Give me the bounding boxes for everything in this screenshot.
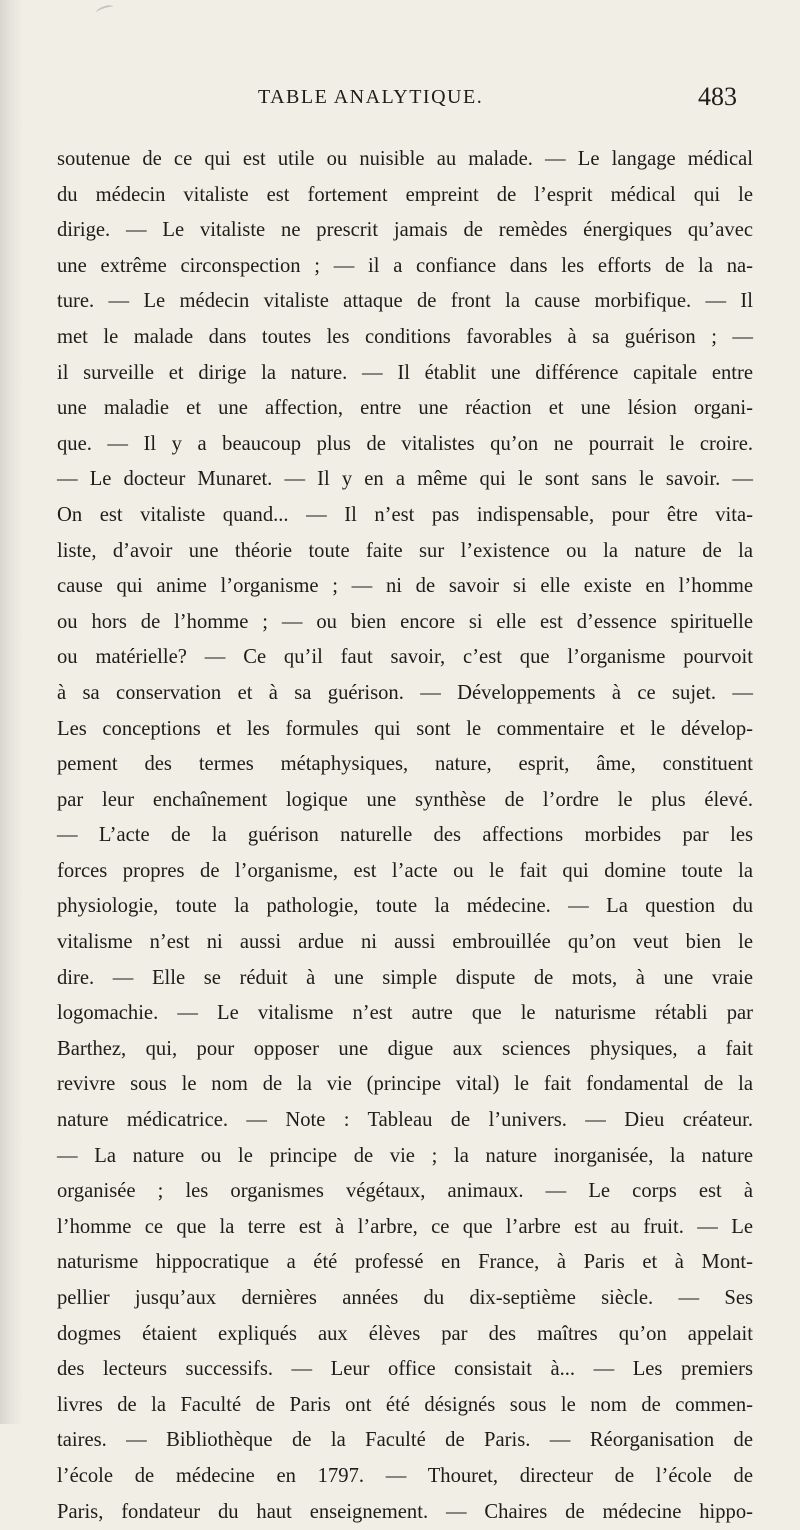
text-line: — Le docteur Munaret. — Il y en a même qui le sont sans le savoir. — (57, 468, 753, 491)
body-text (57, 142, 753, 1530)
text-line: par leur enchaînement logique une synthèse de l’ordre le plus élevé. (57, 788, 753, 811)
text-line: à sa conservation et à sa guérison. — Développements à ce sujet. — (57, 681, 753, 704)
text-line: il surveille et dirige la nature. — Il établit une différence capitale entre (57, 361, 753, 384)
text-line: physiologie, toute la pathologie, toute la médecine. — La question du (57, 895, 753, 918)
text-line: pement des termes métaphysiques, nature, esprit, âme, constituent (57, 753, 753, 776)
text-line: des lecteurs successifs. — Leur office consistait à... — Les premiers (57, 1358, 753, 1381)
text-line: liste, d’avoir une théorie toute faite sur l’existence ou la nature de la (57, 539, 753, 562)
text-line: naturisme hippocratique a été professé en France, à Paris et à Mont- (57, 1251, 753, 1274)
text-line: Barthez, qui, pour opposer une digue aux sciences physiques, a fait (57, 1037, 753, 1060)
text-line: — La nature ou le principe de vie ; la nature inorganisée, la nature (57, 1144, 753, 1167)
text-line: l’homme ce que la terre est à l’arbre, ce que l’arbre est au fruit. — Le (57, 1215, 753, 1238)
text-line: dogmes étaient expliqués aux élèves par des maîtres qu’on appelait (57, 1322, 753, 1345)
text-line: cause qui anime l’organisme ; — ni de savoir si elle existe en l’homme (57, 575, 753, 598)
text-line: que. — Il y a beaucoup plus de vitalistes qu’on ne pourrait le croire. (57, 432, 753, 455)
text-line: nature médicatrice. — Note : Tableau de l’univers. — Dieu créateur. (57, 1109, 753, 1132)
text-line: Paris, fondateur du haut enseignement. — Chaires de médecine hippo- (57, 1500, 753, 1523)
text-line: l’école de médecine en 1797. — Thouret, directeur de l’école de (57, 1464, 753, 1487)
text-line: ou hors de l’homme ; — ou bien encore si elle est d’essence spirituelle (57, 610, 753, 633)
text-line: soutenue de ce qui est utile ou nuisible au malade. — Le langage médical (57, 148, 753, 170)
text-line: dire. — Elle se réduit à une simple dispute de mots, à une vraie (57, 966, 753, 989)
page-number: 483 (698, 82, 737, 111)
running-head-title: TABLE ANALYTIQUE. (258, 86, 484, 108)
text-line: livres de la Faculté de Paris ont été désignés sous le nom de commen- (57, 1393, 753, 1416)
running-head (0, 82, 800, 116)
text-line: forces propres de l’organisme, est l’acte ou le fait qui domine toute la (57, 859, 753, 882)
text-line: vitalisme n’est ni aussi ardue ni aussi embrouillée qu’on veut bien le (57, 931, 753, 954)
text-line: revivre sous le nom de la vie (principe vital) le fait fondamental de la (57, 1073, 753, 1096)
text-line: taires. — Bibliothèque de la Faculté de Paris. — Réorganisation de (57, 1429, 753, 1452)
text-line: du médecin vitaliste est fortement empreint de l’esprit médical qui le (57, 183, 753, 206)
text-line: pellier jusqu’aux dernières années du dix-septième siècle. — Ses (57, 1287, 753, 1309)
text-line: une extrême circonspection ; — il a confiance dans les efforts de la na- (57, 254, 753, 277)
text-line: organisée ; les organismes végétaux, animaux. — Le corps est à (57, 1180, 753, 1203)
text-line: ou matérielle? — Ce qu’il faut savoir, c’est que l’organisme pourvoit (57, 646, 753, 669)
text-line: ture. — Le médecin vitaliste attaque de front la cause morbifique. — Il (57, 290, 753, 313)
text-line: Les conceptions et les formules qui sont le commentaire et le dévelop- (57, 717, 753, 740)
text-line: dirige. — Le vitaliste ne prescrit jamais de remèdes énergiques qu’avec (57, 219, 753, 242)
text-line: met le malade dans toutes les conditions favorables à sa guérison ; — (57, 325, 753, 348)
text-line: une maladie et une affection, entre une réaction et une lésion organi- (57, 397, 753, 420)
text-line: — L’acte de la guérison naturelle des affections morbides par les (57, 824, 753, 847)
text-line: logomachie. — Le vitalisme n’est autre que le naturisme rétabli par (57, 1002, 753, 1025)
text-line: On est vitaliste quand... — Il n’est pas indispensable, pour être vita- (57, 503, 753, 526)
ink-smudge (95, 3, 115, 16)
